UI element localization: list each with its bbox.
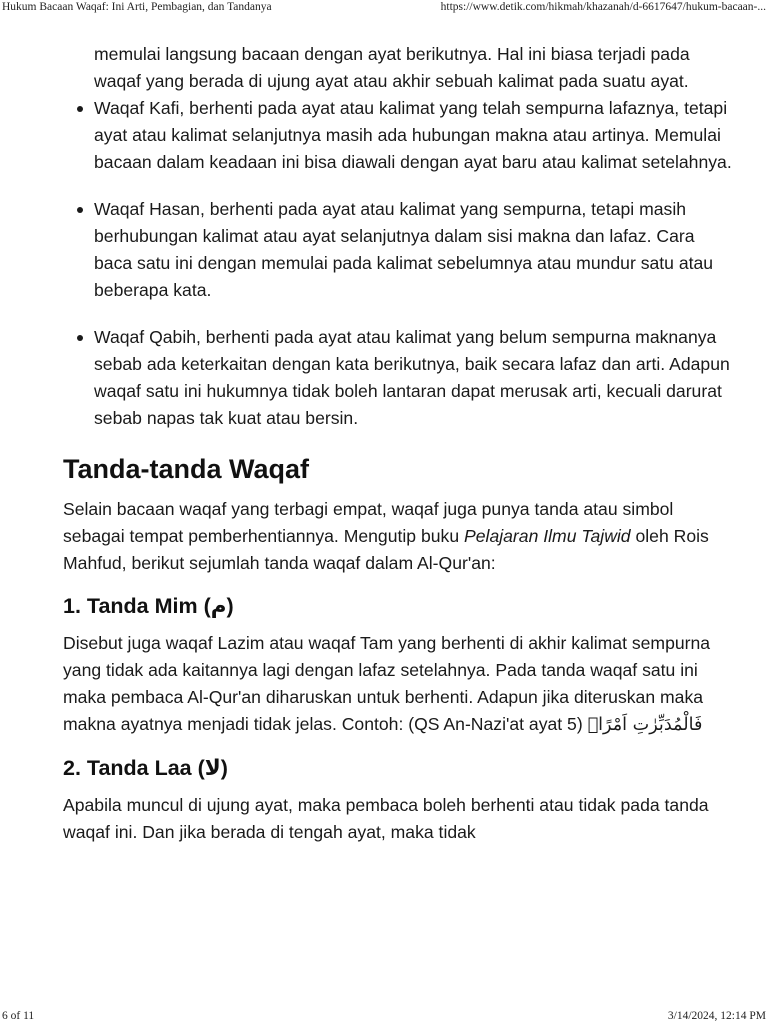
intro-text-after: oleh Rois Mahfud, berikut sejumlah tanda waqaf dalam Al-Qur'an: — [63, 526, 709, 573]
tanda-mim-body: Disebut juga waqaf Lazim atau waqaf Tam yang berhenti di akhir kalimat sempurna yang tidak ada kaitannya lagi dengan lafaz setelahnya. Pada tanda waqaf satu ini maka pembaca Al-Qur'an diharuskan untuk berhenti. Adapun jika diteruskan maka makna ayatnya menjadi tidak jelas. Contoh: (QS An-Nazi'at ayat 5) — [63, 633, 711, 734]
tanda-mim-heading-prefix: 1. Tanda Mim ( — [63, 594, 211, 618]
tanda-laa-heading — [63, 753, 733, 784]
mim-symbol: م — [210, 594, 227, 619]
print-header-url: https://www.detik.com/hikmah/khazanah/d-6617647/hukum-bacaan-... — [440, 1, 766, 13]
tanda-laa-heading-prefix: 2. Tanda Laa ( — [63, 756, 205, 780]
bullet-icon — [77, 335, 83, 341]
book-title: Pelajaran Ilmu Tajwid — [464, 526, 631, 546]
bullet-icon — [77, 106, 83, 112]
print-date: 3/14/2024, 12:14 PM — [667, 1010, 766, 1022]
section-intro-paragraph — [63, 496, 733, 577]
article-content — [63, 41, 733, 846]
lead-continuation-text: memulai langsung bacaan dengan ayat berikutnya. Hal ini biasa terjadi pada waqaf yang berada di ujung ayat atau akhir sebuah kalimat pada suatu ayat. — [94, 44, 690, 91]
laa-symbol: لا — [204, 756, 221, 781]
list-item — [94, 324, 733, 432]
tanda-laa-paragraph: Apabila muncul di ujung ayat, maka pembaca boleh berhenti atau tidak pada tanda waqaf ini. Dan jika berada di tengah ayat, maka tidak — [63, 795, 709, 842]
section-title: Tanda-tanda Waqaf — [63, 454, 310, 484]
tanda-laa-heading-suffix: ) — [220, 756, 228, 780]
mim-arabic-example: فَالْمُدَبِّرٰتِ اَمْرًاۘ — [587, 715, 703, 735]
list-item — [94, 95, 733, 176]
list-item-text: Waqaf Kafi, berhenti pada ayat atau kalimat yang telah sempurna lafaznya, tetapi ayat atau kalimat selanjutnya masih ada hubungan makna atau artinya. Memulai bacaan dalam keadaan ini bisa diawali dengan ayat baru atau kalimat setelahnya. — [94, 98, 732, 172]
tanda-mim-heading — [63, 591, 733, 622]
tanda-mim-paragraph — [63, 630, 733, 739]
list-item — [94, 196, 733, 304]
waqaf-type-list — [63, 95, 733, 432]
list-item-text: Waqaf Qabih, berhenti pada ayat atau kalimat yang belum sempurna maknanya sebab ada keterkaitan dengan kata berikutnya, baik secara lafaz dan arti. Adapun waqaf satu ini hukumnya tidak boleh lantaran dapat merusak arti, kecuali darurat sebab napas tak kuat atau bersin. — [94, 327, 730, 428]
intro-text-before: Selain bacaan waqaf yang terbagi empat, waqaf juga punya tanda atau simbol sebagai tempat pemberhentiannya. Mengutip buku — [63, 499, 674, 546]
page-number: 6 of 11 — [2, 1010, 35, 1022]
bullet-icon — [77, 207, 83, 213]
tanda-mim-heading-suffix: ) — [226, 594, 234, 618]
print-header — [0, 0, 768, 18]
print-header-title: Hukum Bacaan Waqaf: Ini Arti, Pembagian, dan Tandanya — [2, 1, 272, 13]
list-item-text: Waqaf Hasan, berhenti pada ayat atau kalimat yang sempurna, tetapi masih berhubungan kalimat atau ayat selanjutnya dalam sisi makna dan lafaz. Cara baca satu ini dengan memulai pada kalimat sebelumnya atau mundur satu atau beberapa kata. — [94, 199, 714, 300]
print-footer — [0, 1006, 768, 1024]
